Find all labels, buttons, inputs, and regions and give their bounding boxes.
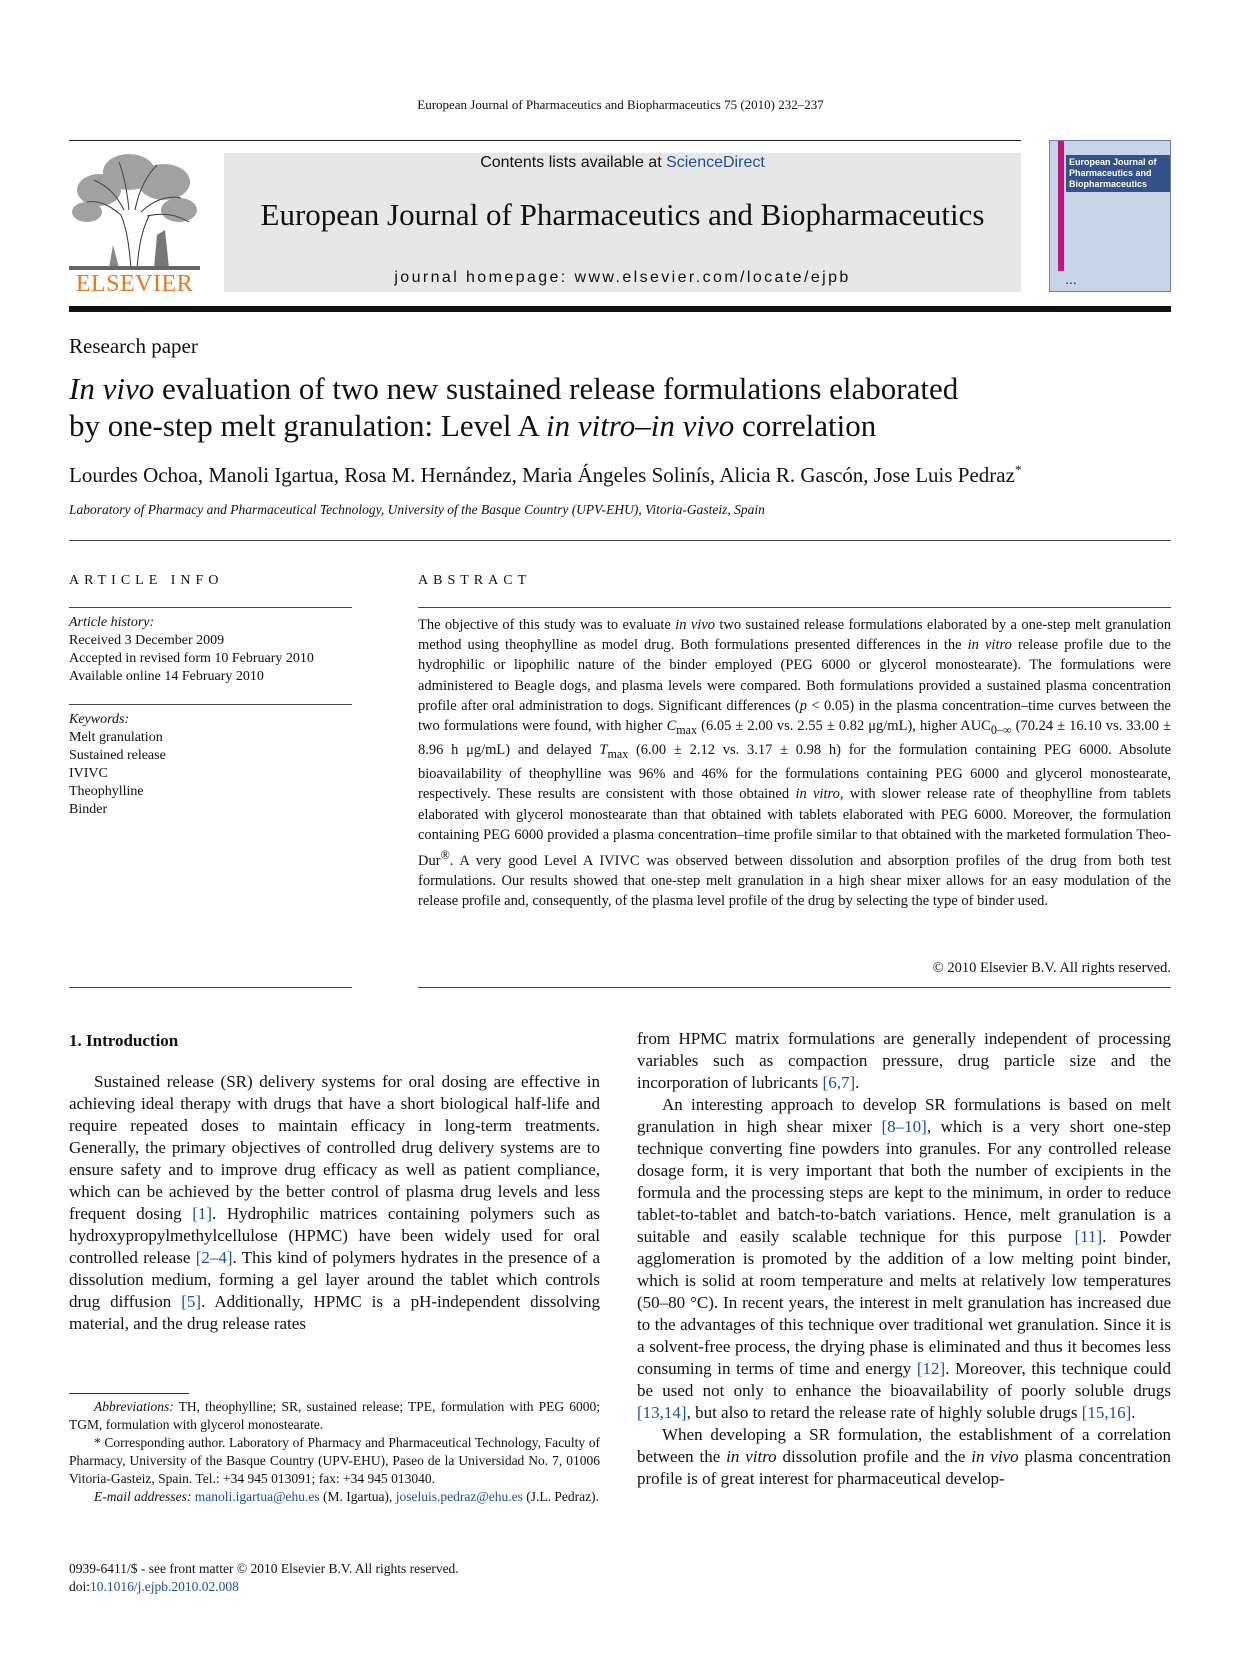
title-part-1: evaluation of two new sustained release formulations elaborated	[154, 371, 959, 406]
email-link[interactable]: joseluis.pedraz@ehu.es	[395, 1489, 523, 1504]
abstract-heading: ABSTRACT	[418, 573, 532, 588]
title-rule	[69, 540, 1171, 541]
journal-homepage[interactable]: journal homepage: www.elsevier.com/locate/ejpb	[394, 269, 851, 286]
masthead-rule	[69, 306, 1171, 312]
journal-masthead	[224, 153, 1021, 292]
elsevier-wordmark: ELSEVIER	[75, 271, 194, 297]
authors: Lourdes Ochoa, Manoli Igartua, Rosa M. Hernández, Maria Ángeles Solinís, Alicia R. Gascón, Jose Luis Pedraz	[69, 463, 1015, 487]
paragraph: When developing a SR formulation, the establishment of a correlation between the in vitro dissolution profile and the in vivo plasma concentration profile is of great interest for pharmaceutical develop-	[637, 1425, 1172, 1488]
online-date: Available online 14 February 2010	[69, 669, 264, 684]
keyword: Melt granulation	[69, 730, 163, 745]
article-info-rule	[69, 607, 352, 608]
footnote-rule	[69, 1393, 189, 1394]
citation-link[interactable]: [1]	[192, 1204, 213, 1223]
accepted-date: Accepted in revised form 10 February 2010	[69, 651, 314, 666]
abstract-rule	[418, 607, 1171, 608]
body-left-column	[69, 1071, 600, 1335]
cover-footer: ▪ ▪ ▪	[1066, 281, 1076, 287]
citation-link[interactable]: [6,7]	[822, 1073, 856, 1092]
journal-title: European Journal of Pharmaceutics and Biopharmaceutics	[260, 197, 985, 232]
journal-cover	[1049, 140, 1171, 292]
section-heading-introduction: 1. Introduction	[69, 1031, 179, 1050]
article-info-end-rule	[69, 987, 352, 988]
abstract-end-rule	[418, 987, 1171, 988]
title-italic-1: In vivo	[69, 371, 155, 406]
elsevier-logo	[69, 150, 200, 298]
keywords	[69, 711, 352, 819]
citation-link[interactable]: [12]	[916, 1359, 946, 1378]
title-part-2: by one-step melt granulation: Level A	[69, 408, 546, 443]
keyword: Theophylline	[69, 784, 144, 799]
affiliation: Laboratory of Pharmacy and Pharmaceutical Technology, University of the Basque Country (UPV-EHU), Vitoria-Gasteiz, Spain	[69, 502, 765, 517]
keywords-label: Keywords:	[69, 712, 130, 727]
doi-line: doi:10.1016/j.ejpb.2010.02.008	[69, 1579, 239, 1594]
citation-link[interactable]: [2–4]	[195, 1248, 233, 1267]
title-italic-2: in vitro–in vivo	[545, 408, 735, 443]
paragraph: from HPMC matrix formulations are generally independent of processing variables such as compaction pressure, drug particle size and the incorporation of lubricants [6,7].	[637, 1029, 1171, 1092]
article-history	[69, 614, 352, 686]
paragraph: An interesting approach to develop SR formulations is based on melt granulation in high shear mixer [8–10], which is a very short one-step technique converting fine powders into granules. For any controlled release dosage form, it is very important that both the number of excipients in the formula and the processing steps are kept to the minimum, in order to reduce tablet-to-tablet and batch-to-batch variations. Hence, melt granulation is a suitable and easily scalable technique for this purpose [11]. Powder agglomeration is promoted by the addition of a low melting point binder, which is solid at room temperature and melts at relatively low temperatures (50–80 °C). In recent years, the interest in melt granulation has increased due to the advantages of this technique over traditional wet granulation. Since it is a solvent-free process, the drying phase is eliminated and thus it becomes less consuming in terms of time and energy [12]. Moreover, this technique could be used not only to enhance the bioavailability of poorly soluble drugs [13,14], but also to retard the release rate of highly soluble drugs [15,16].	[637, 1095, 1172, 1422]
header-rule	[69, 140, 1021, 141]
footnote-emails: E-mail addresses: manoli.igartua@ehu.es (M. Igartua), joseluis.pedraz@ehu.es (J.L. Pedraz).	[94, 1489, 600, 1504]
citation-link[interactable]: [15,16]	[1081, 1403, 1132, 1422]
footnote-corresponding: * Corresponding author. Laboratory of Pharmacy and Pharmaceutical Technology, Faculty of Pharmacy, University of the Basque Country (UPV-EHU), Paseo de la Universidad No. 7, 01006 Vitoria-Gasteiz, Spain. Tel.: +34 945 013091; fax: +34 945 013040.	[69, 1435, 600, 1486]
citation-link[interactable]: [13,14]	[637, 1403, 687, 1422]
author-list	[69, 462, 1171, 488]
citation-link[interactable]: [8–10]	[881, 1117, 927, 1136]
title-part-3: correlation	[734, 408, 877, 443]
abstract-text: The objective of this study was to evaluate in vivo two sustained release formulations elaborated by a one-step melt granulation method using theophylline as model drug. Both formulations presented differences in the in vitro release profile due to the hydrophilic or lipophilic nature of the binder employed (PEG 6000 or glycerol monostearate). The formulations were administered to Beagle dogs, and plasma levels were compared. Both formulations provided a sustained plasma concentration profile after oral administration to dogs. Significant differences (p < 0.05) in the plasma concentration–time curves between the two formulations were found, with higher $C_{max}$ (6.05 ± 2.00 vs. 2.55 ± 0.82 μg/mL), higher $AUC_{0-\infty}$ (70.24 ± 16.10 vs. 33.00 ± 8.96 h μg/mL) and delayed $T_{max}$ (6.00 ± 2.12 vs. 3.17 ± 0.98 h) for the formulation containing PEG 6000. Absolute bioavailability of theophylline was 96% and 46% for the formulations containing PEG 6000 and glycerol monostearate, respectively. These results are consistent with those obtained in vitro, with slower release rate of theophylline from tablets elaborated with glycerol monostearate than that obtained with tablets elaborated with PEG 6000. Moreover, the formulation containing PEG 6000 provided a plasma concentration–time profile similar to that obtained with the marketed formulation Theo-Dur®. A very good Level A IVIVC was observed between dissolution and absorption profiles of the drug from both test formulations. Our results showed that one-step melt granulation in a high shear mixer allows for an easy modulation of the release profile and, consequently, of the plasma level profile of the drug by selecting the type of binder used.	[418, 617, 1172, 910]
corresponding-mark[interactable]: *	[1014, 462, 1022, 477]
paper-type: Research paper	[69, 334, 198, 358]
history-label: Article history:	[69, 615, 155, 630]
contents-line	[224, 153, 1021, 172]
email-link[interactable]: manoli.igartua@ehu.es	[194, 1489, 320, 1504]
journal-reference: European Journal of Pharmaceutics and Biopharmaceutics 75 (2010) 232–237	[417, 97, 824, 112]
keyword: Binder	[69, 802, 108, 817]
tree-icon	[69, 150, 200, 270]
footnote-abbreviations: Abbreviations: TH, theophylline; SR, sustained release; TPE, formulation with PEG 6000; TGM, formulation with glycerol monostearate.	[69, 1399, 600, 1432]
sciencedirect-link[interactable]: ScienceDirect	[666, 154, 765, 171]
article-info-heading: ARTICLE INFO	[69, 573, 224, 588]
doi-link[interactable]: 10.1016/j.ejpb.2010.02.008	[90, 1579, 239, 1594]
citation-link[interactable]: [11]	[1074, 1227, 1103, 1246]
cover-stripe	[1058, 141, 1064, 271]
article-title	[69, 370, 1129, 444]
citation-link[interactable]: [5]	[181, 1292, 202, 1311]
abstract-copyright: © 2010 Elsevier B.V. All rights reserved.	[932, 960, 1171, 976]
cover-title: European Journal of Pharmaceutics and Biopharmaceutics	[1066, 155, 1171, 192]
issn-line: 0939-6411/$ - see front matter © 2010 Elsevier B.V. All rights reserved.	[69, 1561, 459, 1576]
keyword: IVIVC	[69, 766, 108, 781]
footnotes	[69, 1398, 600, 1506]
received-date: Received 3 December 2009	[69, 633, 225, 648]
contents-prefix: Contents lists available at	[480, 154, 667, 171]
keywords-rule	[69, 704, 352, 705]
front-matter	[69, 1560, 459, 1596]
paragraph: Sustained release (SR) delivery systems for oral dosing are effective in achieving ideal therapy with drugs that have a short biological half-life and require repeated doses to maintain efficacy in long-term treatments. Generally, the primary objectives of controlled drug delivery systems are to ensure safety and to improve drug efficacy as well as patient compliance, which can be achieved by the better control of plasma drug levels and less frequent dosing [1]. Hydrophilic matrices containing polymers such as hydroxypropylmethylcellulose (HPMC) have been widely used for oral controlled release [2–4]. This kind of polymers hydrates in the presence of a dissolution medium, forming a gel layer around the tablet which controls drug diffusion [5]. Additionally, HPMC is a pH-independent dissolving material, and the drug release rates	[69, 1072, 600, 1333]
body-right-column	[637, 1028, 1171, 1490]
keyword: Sustained release	[69, 748, 166, 763]
